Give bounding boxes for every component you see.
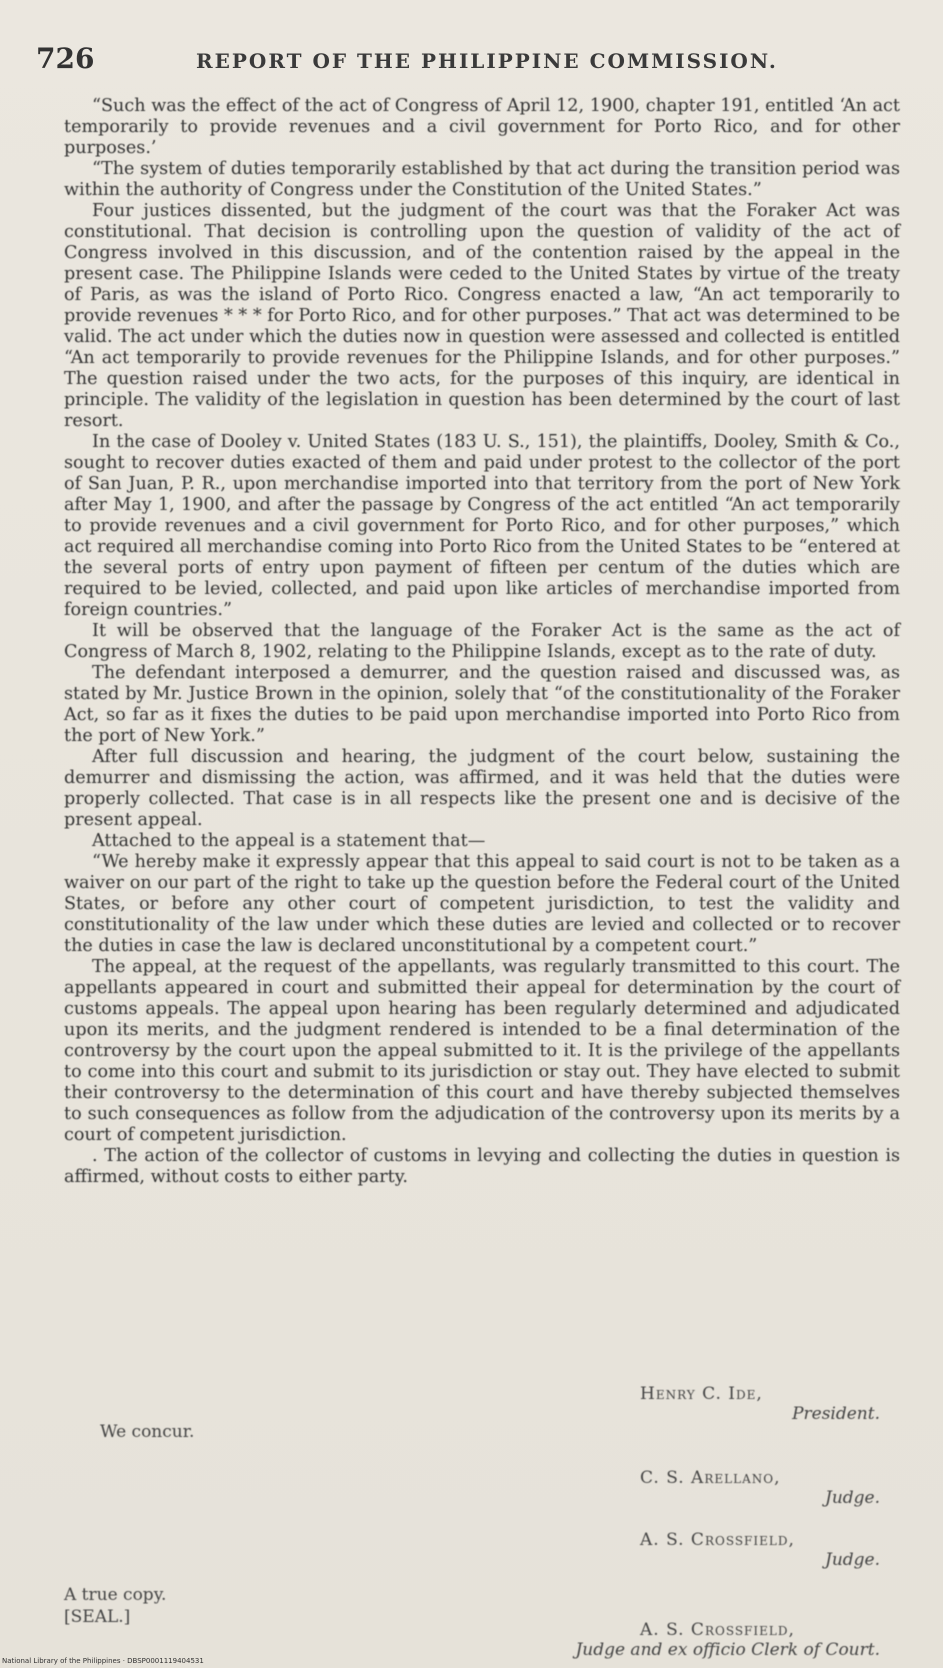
- body-text: [64, 96, 900, 1188]
- paragraph: Attached to the appeal is a statement that—: [92, 831, 486, 851]
- signature-title: Judge and ex officio Clerk of Court.: [575, 1640, 880, 1660]
- paragraph: Four justices dissented, but the judgment of the court was that the Foraker Act was constitutional. That decision is controlling upon the question of validity of the act of Congress involved in this discussion, and of the contention raised by the appeal in the present case. The Philippine Islands were ceded to the United States by virtue of the treaty of Paris, as was the island of Porto Rico. Congress enacted a law, “An act temporarily to provide revenues * * * for Porto Rico, and for other purposes.” That act was determined to be valid. The act under which the duties now in question were assessed and collected is entitled “An act temporarily to provide revenues for the Philippine Islands, and for other purposes.” The question raised under the two acts, for the purposes of this inquiry, are identical in principle. The validity of the legislation in question has been determined by the court of last resort.: [64, 201, 900, 431]
- signature-judge-crossfield: [640, 1530, 880, 1570]
- page-number: 726: [36, 42, 95, 75]
- running-head: REPORT OF THE PHILIPPINE COMMISSION.: [196, 49, 778, 73]
- true-copy-text: A true copy.: [64, 1585, 167, 1605]
- paragraph: After full discussion and hearing, the judgment of the court below, sustaining the demurrer and dismissing the action, was affirmed, and it was held that the duties were properly collected. That case is in all respects like the present one and is decisive of the present appeal.: [64, 747, 900, 830]
- paragraph: It will be observed that the language of the Foraker Act is the same as the act of Congress of March 8, 1902, relating to the Philippine Islands, except as to the rate of duty.: [64, 621, 900, 662]
- concur-note: [100, 1422, 194, 1442]
- paragraph: “Such was the effect of the act of Congress of April 12, 1900, chapter 191, entitled ‘An act temporarily to provide revenues and a civil government for Porto Rico, and for other purposes.’: [64, 96, 900, 158]
- signature-title: President.: [792, 1404, 880, 1424]
- true-copy-block: [64, 1584, 166, 1628]
- signature-name: Henry C. Ide,: [640, 1384, 763, 1404]
- paragraph: . The action of the collector of customs in levying and collecting the duties in question is affirmed, without costs to either party.: [64, 1146, 900, 1187]
- signature-name: C. S. Arellano,: [640, 1468, 781, 1488]
- signature-title: Judge.: [825, 1550, 880, 1570]
- page-header: [36, 42, 896, 82]
- paragraph: In the case of Dooley v. United States (183 U. S., 151), the plaintiffs, Dooley, Smith & Co., sought to recover duties exacted of them and paid under protest to the collector of the port of San Juan, P. R., upon merchandise imported into that territory from the port of New York after May 1, 1900, and after the passage by Congress of the act entitled “An act temporarily to provide revenues and a civil government for Porto Rico, and for other purposes,” which act required all merchandise coming into Porto Rico from the United States to be “entered at the several ports of entry upon payment of fifteen per centum of the duties which are required to be levied, collected, and paid upon like articles of merchandise imported from foreign countries.”: [64, 432, 900, 620]
- library-credit: National Library of the Philippines · DBSP0001119404531: [2, 1657, 204, 1665]
- signature-judge-arellano: [640, 1468, 880, 1508]
- signature-clerk: [500, 1620, 880, 1660]
- signature-title: Judge.: [825, 1488, 880, 1508]
- signature-name: A. S. Crossfield,: [640, 1530, 795, 1550]
- paragraph: The defendant interposed a demurrer, and the question raised and discussed was, as stated by Mr. Justice Brown in the opinion, solely that “of the constitutionality of the Foraker Act, so far as it fixes the duties to be paid upon merchandise imported into Porto Rico from the port of New York.”: [64, 663, 900, 746]
- signature-name: A. S. Crossfield,: [640, 1620, 795, 1640]
- seal-text: [SEAL.]: [64, 1607, 131, 1627]
- concur-text: We concur.: [100, 1422, 195, 1442]
- paragraph: “We hereby make it expressly appear that this appeal to said court is not to be taken as a waiver on our part of the right to take up the question before the Federal court of the United States, or before any other court of competent jurisdiction, to test the validity and constitutionality of the law under which these duties are levied and collected or to recover the duties in case the law is declared unconstitutional by a competent court.”: [64, 852, 900, 956]
- paragraph: “The system of duties temporarily established by that act during the transition period was within the authority of Congress under the Constitution of the United States.”: [64, 159, 900, 200]
- paragraph: The appeal, at the request of the appellants, was regularly transmitted to this court. The appellants appeared in court and submitted their appeal for determination by the court of customs appeals. The appeal upon hearing has been regularly determined and adjudicated upon its merits, and the judgment rendered is intended to be a final determination of the controversy by the court upon the appeal submitted to it. It is the privilege of the appellants to come into this court and submit to its jurisdiction or stay out. They have elected to submit their controversy to the determination of this court and have thereby subjected themselves to such consequences as follow from the adjudication of the controversy upon its merits by a court of competent jurisdiction.: [64, 957, 900, 1145]
- signature-president: [640, 1384, 880, 1424]
